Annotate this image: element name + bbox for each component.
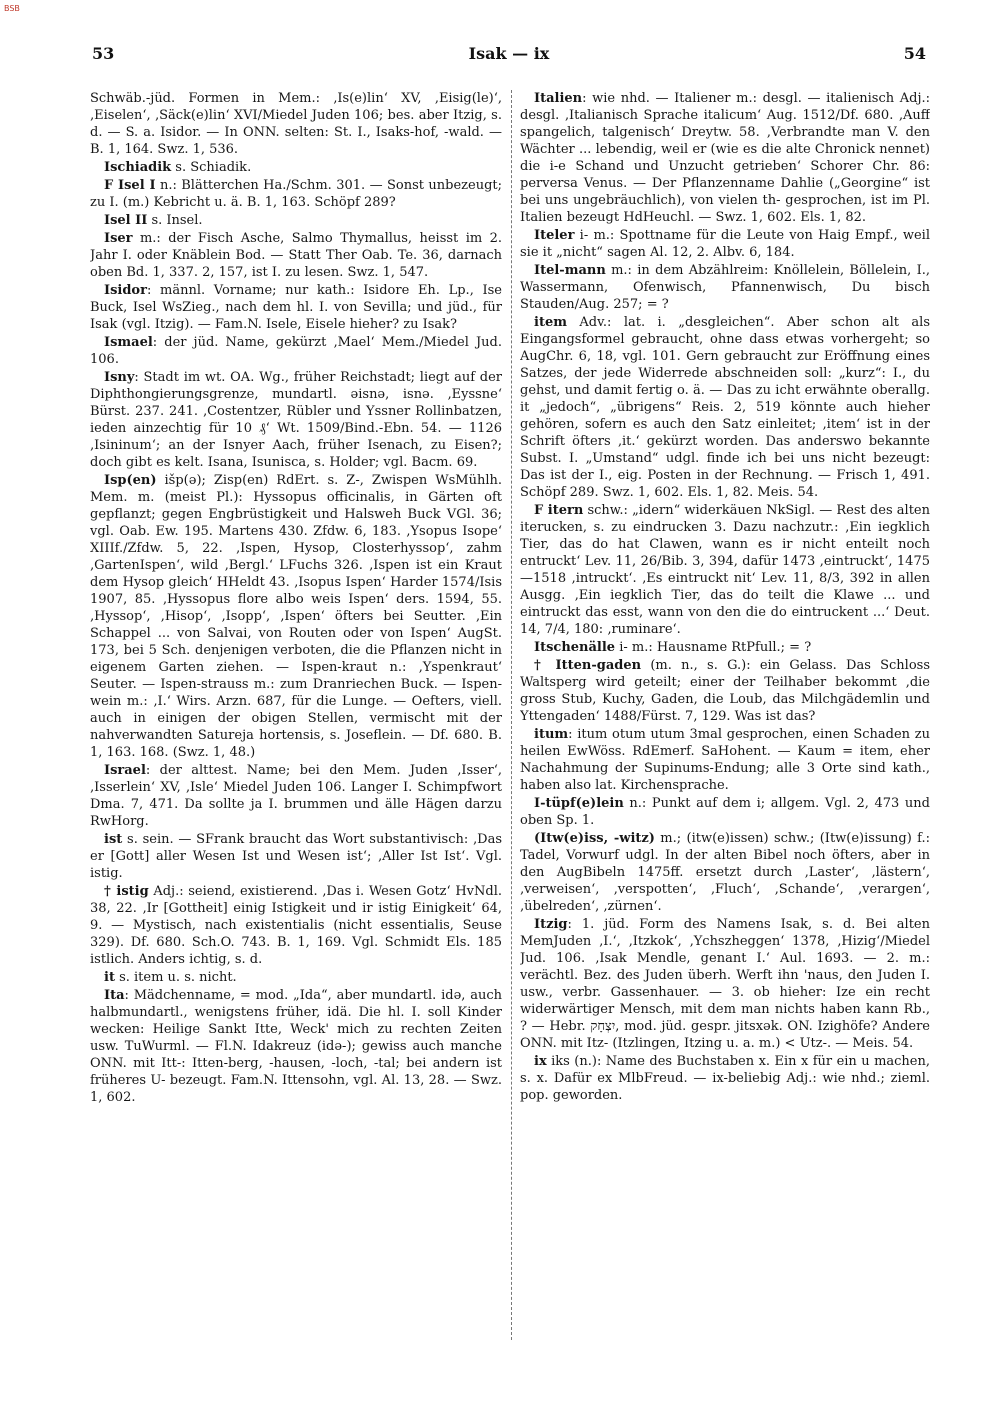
dictionary-entry — [520, 502, 930, 638]
dictionary-entry — [90, 90, 502, 158]
headword: Isidor — [104, 283, 147, 298]
headword: itum — [534, 727, 569, 742]
headword: Ismael — [104, 335, 153, 350]
entry-text: n.: Punkt auf dem i; allgem. Vgl. 2, 473 und oben Sp. 1. — [520, 796, 930, 828]
right-column — [520, 90, 930, 1390]
dictionary-entry — [90, 282, 502, 333]
dictionary-entry — [90, 831, 502, 882]
entry-text: iks (n.): Name des Buchstaben x. Ein x für ein u machen, s. x. Dafür ex MlbFreud. — ix-beliebig Adj.: wie nhd.; zieml. pop. geworden. — [520, 1054, 930, 1103]
entry-text: schw.: „idern“ widerkäuen NkSigl. — Rest des alten iterucken, s. zu eindrucken 3. Dazu nachzutr.: ‚Ein iegklich Tier, das do hat Clawen, wann es ir nicht enteilt noch entruckt‘ Lev. 11, 26/Bib. 3, 394, dafür 1473 ‚eintruckt‘, 1475—1518 ‚intruckt‘. ‚Es eintruckt nit‘ Lev. 11, 8/3, 392 in allen Ausgg. ‚Ein iegklich Tier, das do teilt die Klawe ... und eintruckt das esst, wann von den die do eintruckent ...‘ Deut. 14, 7/4, 180: ‚ruminare‘. — [520, 503, 930, 637]
headword: Itschenälle — [534, 640, 616, 655]
entry-text: s. item u. s. nicht. — [114, 970, 237, 985]
headword: † istig — [104, 884, 149, 899]
entry-text: : männl. Vorname; nur kath.: Isidore Eh. Lp., Ise Buck, Isel WsZieg., nach dem hl. I. von Sevilla; und jüd., für Isak (vgl. Itzig). — Fam.N. Isele, Eisele hieher? zu Isak? — [90, 283, 502, 332]
headword: Isel II — [104, 213, 148, 228]
headword: (Itw(e)iss, -witz) — [534, 831, 655, 846]
entry-text: Adv.: lat. i. „desgleichen“. Aber schon alt als Eingangsformel gebraucht, ohne dass etwas vorhergeht; so AugChr. 6, 18, vgl. 101. Gern gebraucht zur Eröffnung eines Satzes, der jede Widerrede abschneiden soll: „kurz“: I., du gehst, und damit fertig o. ä. — Das zu icht erwähnte oberallg. it „jedoch“, „übrigens“ Reis. 2, 519 könnte auch hieher gehören, sofern es auch den Satz einleitet; ‚item‘ ist in der Schrift öfters ‚it.‘ gekürzt worden. Das anderswo bekannte Subst. I. „Umstand“ udgl. finde ich bei uns nicht bezeugt: Das ist der I., eig. Posten in der Rechnung. — Frisch 1, 491. Schöpf 289. Swz. 1, 602. Els. 1, 82. Meis. 54. — [520, 315, 930, 500]
headword: Itel-mann — [534, 263, 606, 278]
entry-text: Schwäb.-jüd. Formen in Mem.: ‚Is(e)lin‘ XV, ‚Eisig(le)‘, ‚Eiselen‘, ‚Säck(e)lin‘ XVI/Miedel Juden 106; bes. aber Itzig, s. d. — S. a. Isidor. — In ONN. selten: St. I., Isaks-hof, -wald. — B. 1, 164. Swz. 1, 536. — [90, 91, 502, 157]
dictionary-entry — [90, 212, 502, 229]
entry-text: išp(ə); Zisp(en) RdErt. s. Z-, Zwispen WsMühlh. Mem. m. (meist Pl.): Hyssopus officinalis, in Gärten oft gepflanzt; gegen Engbrüstigkeit und Halsweh Buck VGl. 36; vgl. Oab. Ew. 195. Martens 430. Zfdw. 6, 183. ‚Ysopus Isope‘ XIIIf./Zfdw. 5, 22. ‚Ispen, Hysop, Closterhyssop‘, zahm ‚GartenIspen‘, wild ‚Bergl.‘ LFuchs 326. ‚Ispen ist ein Kraut dem Hysop gleich‘ HHeldt 43. ‚Isopus Ispen‘ Harder 1574/Isis 1907, 85. ‚Hyssopus flore albo weis Ispen‘ ders. 1594, 55. ‚Hyssop‘, ‚Hisop‘, ‚Isopp‘, ‚Ispen‘ öfters bei Seutter. ‚Ein Schappel ... von Salvai, von Routen oder von Ispen‘ AugSt. 173, bei 5 Sch. denjenigen verboten, die die Pflanzen nicht in eigenem Garten ziehen. — Ispen-kraut n.: ‚Yspenkraut‘ Seuter. — Ispen-strauss m.: zum Dranriechen Buck. — Ispen-wein m.: ‚I.‘ Wirs. Arzn. 687, für die Lunge. — Oefters, viell. auch in einigen der obigen Stellen, vermischt mit der nahverwandten Satureja hortensis, s. Joseflein. — Df. 680. B. 1, 163. 168. (Swz. 1, 48.) — [90, 473, 502, 760]
entry-text: : Mädchenname, = mod. „Ida“, aber mundartl. idə, auch halbmundartl., wenigstens früher, idä. Die hl. I. soll Kinder wecken: Heilige Sankt Itte, Weck' mich zu rechten Zeiten usw. TuWurml. — Fl.N. Idakreuz (idə-); gewiss auch manche ONN. mit Itt-: Itten-berg, -hausen, -loch, -tal; bei andern ist früheres U- bezeugt. Fam.N. Ittensohn, vgl. Al. 13, 28. — Swz. 1, 602. — [90, 988, 502, 1105]
headword: Ita — [104, 988, 125, 1003]
entry-text: : Stadt im wt. OA. Wg., früher Reichstadt; liegt auf der Diphthongierungsgrenze, mundartl. əisnə, isnə. ‚Eyssne‘ Bürst. 237. 241. ‚Costentzer, Rübler und Yssner Rollinbatzen, ieden ainzechtig für 10 ₰‘ Wt. 1509/Bind.-Ebn. 54. — 1126 ‚Isininum‘; an der Isnyer Aach, früher Isenach, zu Eisen?; doch gibt es kelt. Isana, Isunisca, s. Holder; vgl. Bacm. 69. — [90, 370, 502, 470]
entry-text: : itum otum utum 3mal gesprochen, einen Schaden zu heilen EwWöss. RdEmerf. SaHohent. — Kaum = item, eher Nachahmung der Supinums-Endung; alle 3 Orte sind kath., haben also lat. Kirchensprache. — [520, 727, 930, 793]
dictionary-entry — [520, 830, 930, 915]
headword: Isny — [104, 370, 135, 385]
dictionary-entry — [520, 262, 930, 313]
entry-text: s. sein. — SFrank braucht das Wort substantivisch: ‚Das er [Gott] aller Wesen Ist und Wesen ist‘; ‚Aller Ist Ist‘. Vgl. istig. — [90, 832, 502, 881]
headword: † Itten-gaden — [534, 658, 642, 673]
dictionary-entry — [520, 639, 930, 656]
headword: Ischiadik — [104, 160, 172, 175]
running-title: Isak — ix — [468, 44, 550, 63]
dictionary-entry — [90, 177, 502, 211]
entry-text: : der jüd. Name, gekürzt ‚Mael‘ Mem./Miedel Jud. 106. — [90, 335, 502, 367]
dictionary-entry — [90, 159, 502, 176]
headword: Israel — [104, 763, 146, 778]
headword: ix — [534, 1054, 547, 1069]
headword: Isp(en) — [104, 473, 157, 488]
headword: F Isel I — [104, 178, 156, 193]
headword: F itern — [534, 503, 584, 518]
entry-text: m.: der Fisch Asche, Salmo Thymallus, heisst im 2. Jahr I. oder Knäblein Bod. — Statt Ther Oab. Te. 36, darnach oben Bd. 1, 337. 2, 157, ist I. zu lesen. Swz. 1, 547. — [90, 231, 502, 280]
entry-text: m.; (itw(e)issen) schw.; (Itw(e)issung) f.: Tadel, Vorwurf udgl. In der alten Bibel noch öfters, aber in den AugBibeln 1475ff. ersetzt durch ‚Laster‘, ‚lästern‘, ‚verweisen‘, ‚verspotten‘, ‚Fluch‘, ‚Schande‘, ‚verargen‘, ‚übelreden‘, ‚zürnen‘. — [520, 831, 930, 914]
entry-text: s. Insel. — [147, 213, 203, 228]
entry-text: : 1. jüd. Form des Namens Isak, s. d. Bei alten MemJuden ‚I.‘, ‚Itzkok‘, ‚Ychszheggen‘ 1378, ‚Hizig‘/Miedel Jud. 106. ‚Isak Mendle, genant I.‘ Aul. 1693. — 2. m.: verächtl. Bez. des Juden überh. Werft ihn 'naus, den Juden I. usw., verbr. Gassenhauer. — 3. ob hieher: Ize ein recht widerwärtiger Mensch, mit dem man nichts haben kann Rb., ? — Hebr. יִצְחָק, mod. jüd. gespr. jitsxək. ON. Izighöfe? Andere ONN. mit Itz- (Itzlingen, Itzing u. a. m.) < Utz-. — Meis. 54. — [520, 917, 930, 1051]
entry-text: s. Schiadik. — [171, 160, 252, 175]
headword: Iteler — [534, 228, 575, 243]
dictionary-entry — [520, 1053, 930, 1104]
dictionary-entry — [90, 987, 502, 1106]
dictionary-entry — [520, 314, 930, 501]
headword: Itzig — [534, 917, 568, 932]
headword: Iser — [104, 231, 133, 246]
page-number-left: 53 — [92, 44, 115, 63]
page-number-right: 54 — [903, 44, 926, 63]
entry-text: i- m.: Spottname für die Leute von Haig Empf., weil sie it „nicht“ sagen Al. 12, 2. Albv. 6, 184. — [520, 228, 930, 260]
headword: Italien — [534, 91, 583, 106]
dictionary-entry — [520, 90, 930, 226]
dictionary-entry — [520, 916, 930, 1052]
entry-text: : der alttest. Name; bei den Mem. Juden ‚Isser‘, ‚Isserlein‘ XV, ‚Isle‘ Miedel Juden 106. Langer I. Schimpfwort Dma. 7, 471. Da sollte ja I. brummen und älle Hägen darzu RwHorg. — [90, 763, 502, 829]
library-stamp: BSB — [4, 4, 20, 13]
column-divider — [511, 90, 512, 1340]
dictionary-entry — [90, 883, 502, 968]
entry-text: Adj.: seiend, existierend. ‚Das i. Wesen Gotz‘ HvNdl. 38, 22. ‚Ir [Gottheit] einig Istigkeit und ir istig Einigkeit‘ 64, 9. — Mystisch, nach existentialis (nicht essentialis, Seuse 329). Df. 680. Sch.O. 743. B. 1, 169. Vgl. Schmidt Els. 185 istlich. Anders ichtig, s. d. — [90, 884, 502, 967]
dictionary-entry — [90, 230, 502, 281]
dictionary-entry — [90, 369, 502, 471]
entry-text: n.: Blätterchen Ha./Schm. 301. — Sonst unbezeugt; zu I. (m.) Kebricht u. ä. B. 1, 163. Schöpf 289? — [90, 178, 502, 210]
headword: ist — [104, 832, 123, 847]
dictionary-entry — [90, 472, 502, 761]
headword: item — [534, 315, 567, 330]
page-header — [92, 44, 926, 70]
dictionary-entry — [520, 795, 930, 829]
left-column — [90, 90, 502, 1390]
dictionary-entry — [90, 762, 502, 830]
dictionary-entry — [520, 657, 930, 725]
dictionary-entry — [520, 726, 930, 794]
entry-text: m.: in dem Abzählreim: Knöllelein, Böllelein, I., Wassermann, Ofenwisch, Pfannenwisch, Du bisch Stauden/Aug. 257; = ? — [520, 263, 930, 312]
entry-text: : wie nhd. — Italiener m.: desgl. — italienisch Adj.: desgl. ‚Italianisch Sprache italicum‘ Aug. 1512/Df. 680. ‚Auff spangelich, talgenisch‘ Dreytw. 58. ‚Verbrandte man V. den Wächter ... lebendig, weil er (wie es die alte Chronick nennet) die i-e Schand und Unzucht getrieben‘ Schorer Chr. 86: perversa Venus. — Der Pflanzenname Dahlie („Georgine“ ist bei uns ungebräuchlich), von vielen th- gesprochen, ist im Pl. Italien bezeugt HdHeuchl. — Swz. 1, 602. Els. 1, 82. — [520, 91, 930, 225]
dictionary-entry — [90, 969, 502, 986]
entry-text: (m. n., s. G.): ein Gelass. Das Schloss Waltsperg wird geteilt; einer der Teilhaber bekommt ‚die gross Stub, Kuchy, Gaden, die Loub, das Milchgädemlin und Yttengaden‘ 1488/Fürst. 7, 129. Was ist das? — [520, 658, 930, 724]
dictionary-entry — [520, 227, 930, 261]
dictionary-entry — [90, 334, 502, 368]
headword: I-tüpf(e)lein — [534, 796, 624, 811]
entry-text: i- m.: Hausname RtPfull.; = ? — [615, 640, 812, 655]
headword: it — [104, 970, 115, 985]
